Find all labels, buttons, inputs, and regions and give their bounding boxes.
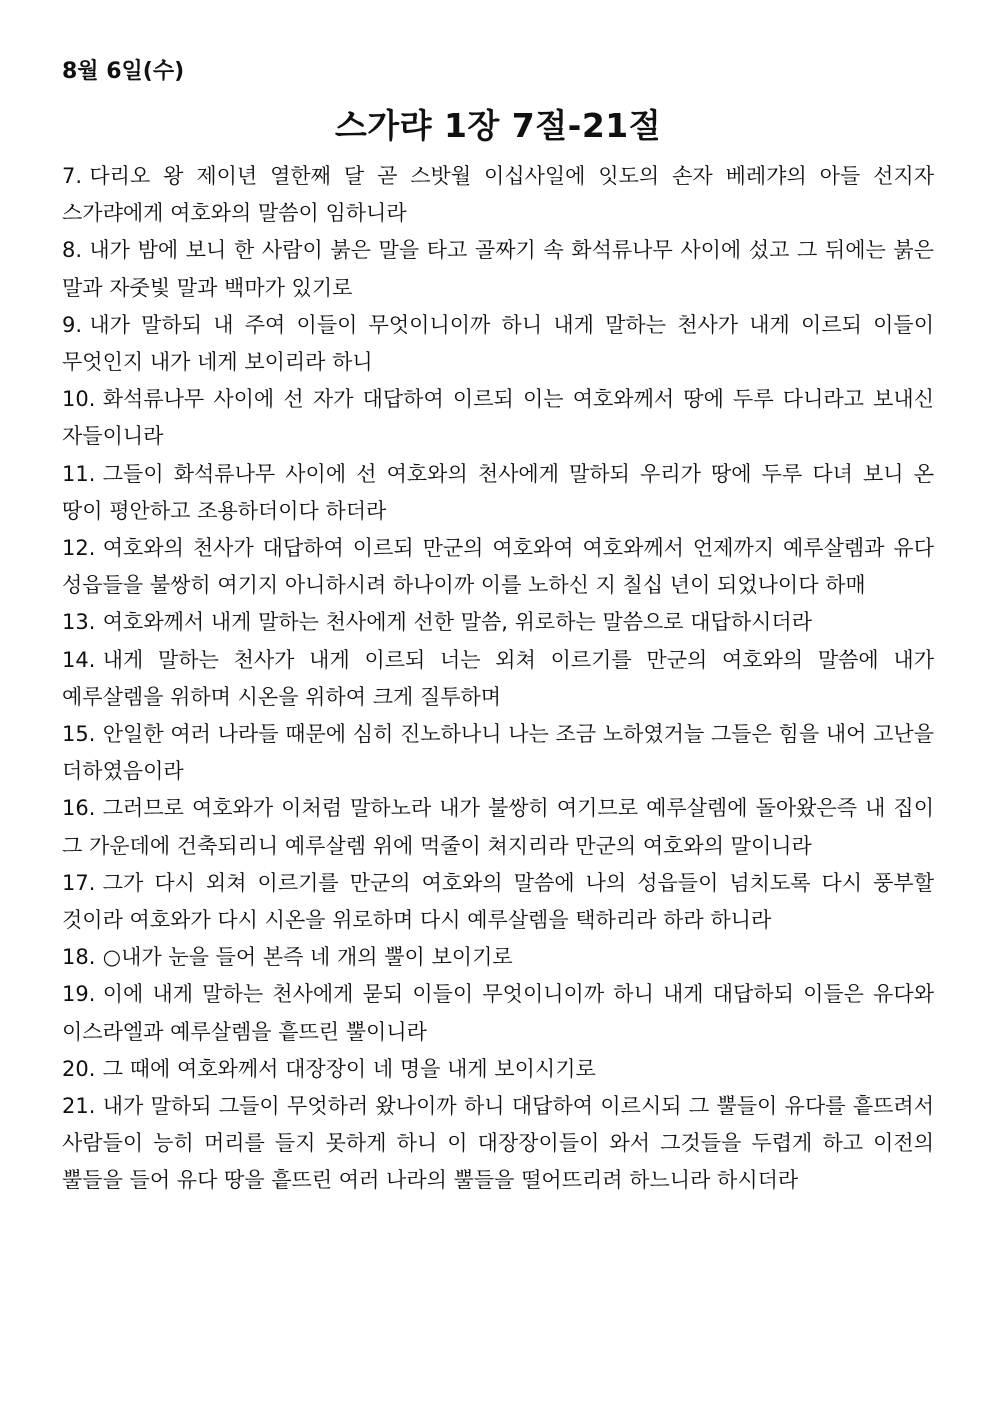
verse-number: 7. [62, 164, 83, 188]
verse-text: 여호와께서 내게 말하는 천사에게 선한 말씀, 위로하는 말씀으로 대답하시더라 [102, 610, 812, 635]
date-label: 8월 6일(수) [62, 59, 185, 84]
verse-1 [62, 158, 934, 232]
verse-text: 그들이 화석류나무 사이에 선 여호와의 천사에게 말하되 우리가 땅에 두루 다녀 보니 온 땅이 평안하고 조용하더이다 하더라 [62, 461, 934, 523]
page-title: 스가랴 1장 7절-21절 [334, 106, 662, 145]
verse-text: 그 때에 여호와께서 대장장이 네 명을 내게 보이시기로 [102, 1056, 596, 1081]
verse-5 [62, 456, 934, 530]
verse-9 [62, 716, 934, 790]
verse-number: 9. [62, 312, 83, 337]
verse-number: 16. [62, 796, 96, 821]
verse-text: 이에 내게 말하는 천사에게 묻되 이들이 무엇이니이까 하니 내게 대답하되 이들은 유다와 이스라엘과 예루살렘을 흩뜨린 뿔이니라 [62, 982, 934, 1044]
verse-text: ○내가 눈을 들어 본즉 네 개의 뿔이 보이기로 [102, 945, 513, 970]
verse-number: 15. [62, 722, 96, 747]
verse-number: 11. [62, 461, 96, 486]
verse-text: 다리오 왕 제이년 열한째 달 곧 스밧월 이십사일에 잇도의 손자 베레갸의 아들 선지자 스가랴에게 여호와의 말씀이 임하니라 [62, 164, 934, 226]
verse-number: 10. [62, 387, 96, 412]
verse-3 [62, 307, 934, 381]
verse-4 [62, 381, 934, 455]
verse-15 [62, 1088, 934, 1200]
verse-number: 18. [62, 945, 96, 970]
verse-6 [62, 530, 934, 604]
verse-number: 19. [62, 982, 96, 1007]
verse-number: 21. [62, 1094, 96, 1119]
verse-text: 그가 다시 외쳐 이르기를 만군의 여호와의 말씀에 나의 성읍들이 넘치도록 다시 풍부할 것이라 여호와가 다시 시온을 위로하며 다시 예루살렘을 택하리라 하라 하니라 [62, 870, 934, 933]
verse-number: 8. [62, 238, 83, 263]
verse-number: 17. [62, 870, 96, 895]
verse-number: 20. [62, 1056, 96, 1081]
verse-text: 내가 말하되 그들이 무엇하러 왔나이까 하니 대답하여 이르시되 그 뿔들이 유다를 흩뜨려서 사람들이 능히 머리를 들지 못하게 하니 이 대장장이들이 와서 그것들을 두렵게 하고 이전의 뿔들을 들어 유다 땅을 흩뜨린 여러 나라의 뿔들을 떨어뜨리려 하느니라 하시더라 [62, 1094, 934, 1193]
verse-number: 14. [62, 647, 96, 672]
verse-text: 내가 말하되 내 주여 이들이 무엇이니이까 하니 내게 말하는 천사가 내게 이르되 이들이 무엇인지 내가 네게 보이리라 하니 [62, 312, 934, 375]
verse-12 [62, 939, 934, 976]
verse-10 [62, 790, 934, 864]
verse-text: 화석류나무 사이에 선 자가 대답하여 이르되 이는 여호와께서 땅에 두루 다니라고 보내신 자들이니라 [62, 387, 934, 449]
verse-list [62, 158, 934, 1200]
verse-text: 내가 밤에 보니 한 사람이 붉은 말을 타고 골짜기 속 화석류나무 사이에 섰고 그 뒤에는 붉은 말과 자줏빛 말과 백마가 있기로 [62, 238, 934, 300]
verse-number: 13. [62, 610, 96, 635]
verse-text: 안일한 여러 나라들 때문에 심히 진노하나니 나는 조금 노하였거늘 그들은 힘을 내어 고난을 더하였음이라 [62, 722, 934, 784]
verse-14 [62, 1051, 934, 1088]
verse-text: 그러므로 여호와가 이처럼 말하노라 내가 불쌍히 여기므로 예루살렘에 돌아왔은즉 내 집이 그 가운데에 건축되리니 예루살렘 위에 먹줄이 쳐지리라 만군의 여호와의 말이니라 [62, 796, 934, 858]
verse-13 [62, 976, 934, 1050]
verse-2 [62, 232, 934, 306]
verse-number: 12. [62, 536, 96, 561]
verse-8 [62, 642, 934, 716]
verse-11 [62, 865, 934, 939]
verse-text: 여호와의 천사가 대답하여 이르되 만군의 여호와여 여호와께서 언제까지 예루살렘과 유다 성읍들을 불쌍히 여기지 아니하시려 하나이까 이를 노하신 지 칠십 년이 되었나이다 하매 [62, 536, 934, 598]
verse-7 [62, 604, 934, 641]
verse-text: 내게 말하는 천사가 내게 이르되 너는 외쳐 이르기를 만군의 여호와의 말씀에 내가 예루살렘을 위하며 시온을 위하여 크게 질투하며 [62, 647, 934, 709]
